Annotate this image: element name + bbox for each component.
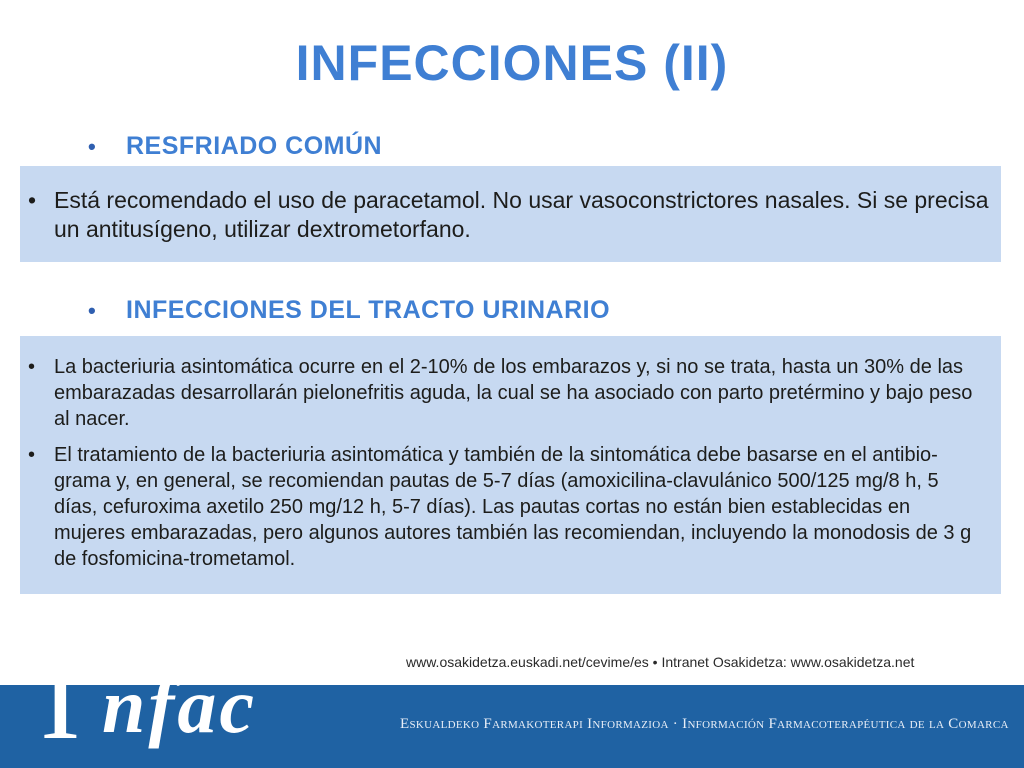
footer-url-line: www.osakidetza.euskadi.net/cevime/es • Intranet Osakidetza: www.osakidetza.net: [406, 654, 915, 670]
list-item-text: El tratamiento de la bacteriuria asintomática y también de la sintomática debe basarse en el antibio-grama y, en general, se recomiendan pautas de 5-7 días (amoxicilina-clavulánico 500/125 mg/8 h, 5 días, cefuroxima axetilo 250 mg/12 h, 5-7 días). Las pautas cortas no están bien establecidas en mujeres embarazadas, pero algunos autores también las recomiendan, incluyendo la monodosis de 3 g de fosfomicina-trometamol.: [54, 444, 972, 570]
bullet-icon: •: [28, 356, 36, 378]
list-item-text: Está recomendado el uso de paracetamol. No usar vasoconstrictores nasales. Si se precisa un antitusígeno, utilizar dextrometorfano.: [54, 187, 989, 242]
list-item: [20, 354, 975, 432]
resfriado-info-box: [20, 166, 1001, 262]
bullet-icon: •: [28, 444, 36, 466]
bullet-icon: •: [88, 297, 97, 323]
page-title: INFECCIONES (II): [295, 35, 729, 91]
bullet-icon: •: [28, 187, 37, 213]
section-heading-resfriado: [88, 132, 382, 161]
bullet-icon: •: [88, 133, 97, 159]
list-item-text: La bacteriuria asintomática ocurre en el 2-10% de los embarazos y, si no se trata, hasta un 30% de las embarazadas desarrollarán pielonefritis aguda, la cual se ha asociado con parto pretérmino y bajo peso al nacer.: [54, 356, 973, 430]
list-item: [20, 186, 995, 244]
section-heading-label: RESFRIADO COMÚN: [126, 132, 383, 160]
infac-logo: [34, 630, 334, 765]
list-item: [20, 442, 975, 572]
footer-tagline: Eskualdeko Farmakoterapi Informazioa · Información Farmacoterapéutica de la Comarca: [400, 716, 1009, 732]
section-heading-label: INFECCIONES DEL TRACTO URINARIO: [126, 296, 611, 324]
itu-info-box: [20, 336, 1001, 594]
section-heading-itu: [88, 296, 610, 325]
logo-rest: nfac: [102, 662, 257, 749]
logo-initial: I: [40, 630, 81, 765]
